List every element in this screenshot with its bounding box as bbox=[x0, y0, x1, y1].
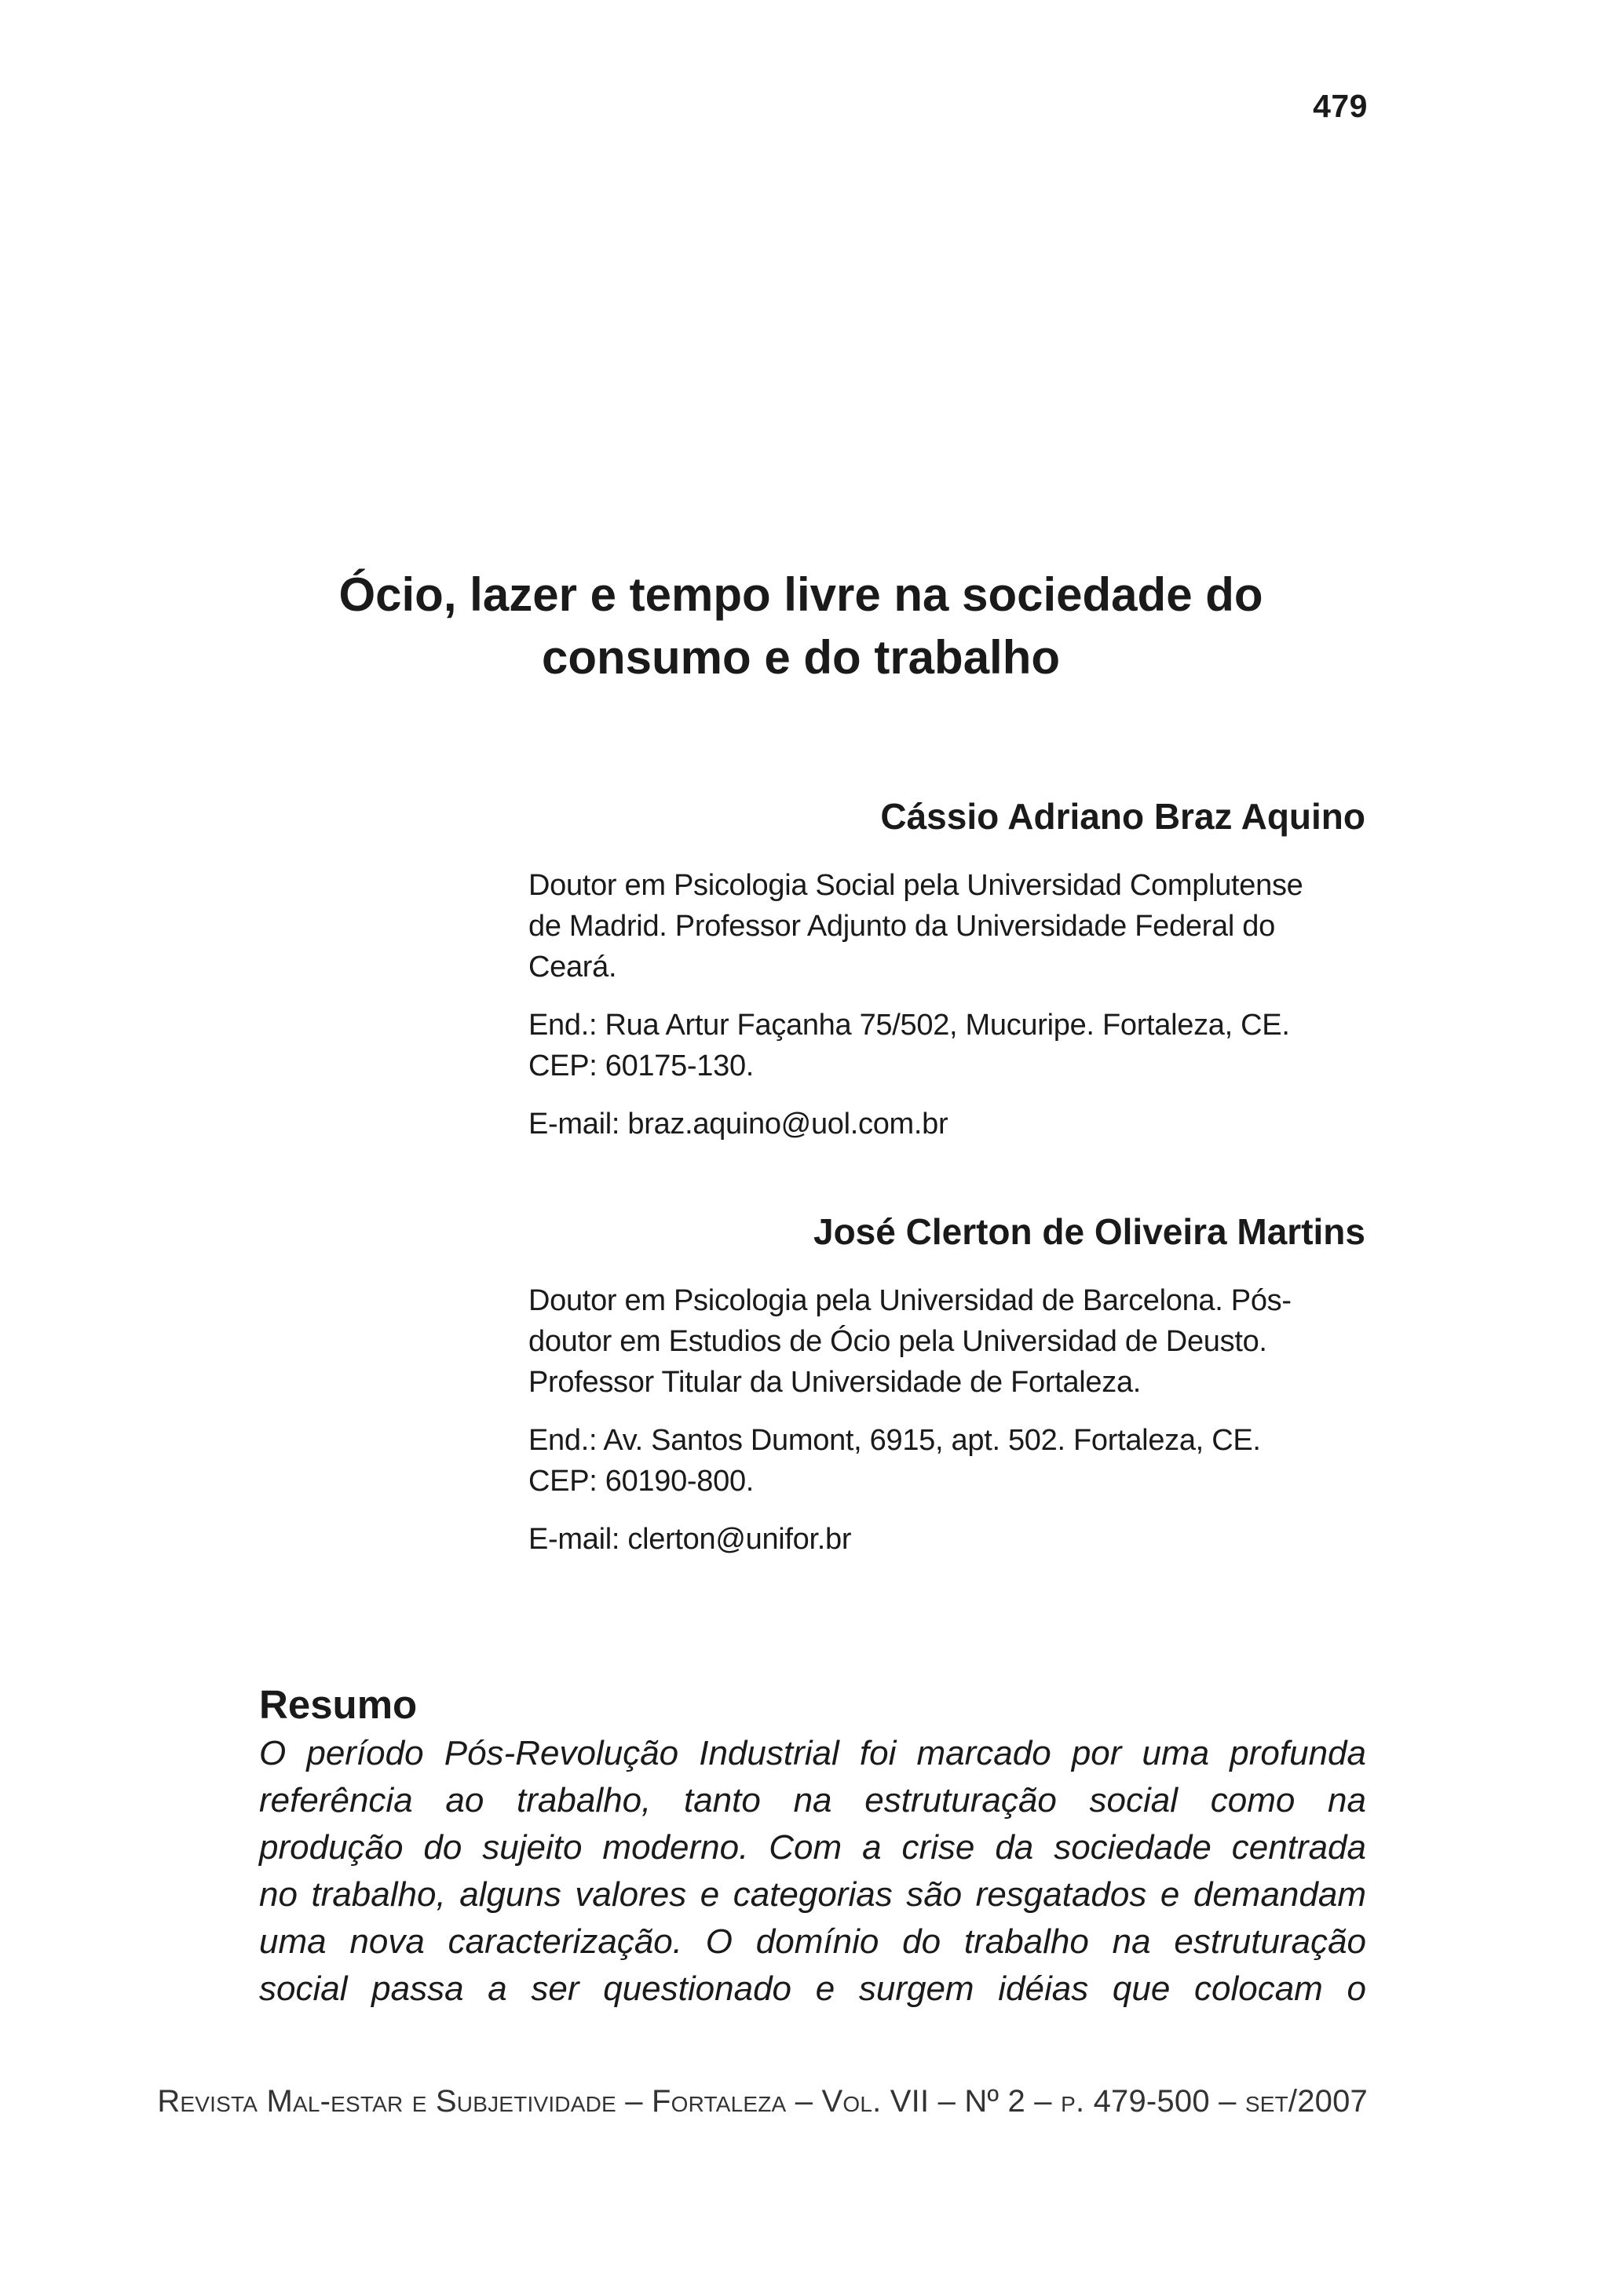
abstract-line: uma nova caracterização. O domínio do trabalho na estruturação bbox=[259, 1922, 1366, 1961]
abstract-body bbox=[259, 1730, 1366, 2013]
author-address-line: End.: Av. Santos Dumont, 6915, apt. 502. Fortaleza, CE. bbox=[528, 1424, 1261, 1457]
page-number: 479 bbox=[1313, 88, 1368, 124]
author-address-line: CEP: 60190-800. bbox=[528, 1465, 755, 1498]
abstract-section bbox=[259, 1680, 1366, 2013]
author-bio bbox=[528, 1280, 1365, 1403]
title-line-1: Ócio, lazer e tempo livre na sociedade do bbox=[338, 568, 1263, 621]
author-email bbox=[528, 1104, 1365, 1144]
author-address-line: End.: Rua Artur Façanha 75/502, Mucuripe. Fortaleza, CE. bbox=[528, 1009, 1290, 1042]
author-email bbox=[528, 1519, 1365, 1560]
author-address-line: CEP: 60175-130. bbox=[528, 1049, 755, 1082]
author-bio-line: doutor em Estudios de Ócio pela Universidad de Deusto. bbox=[528, 1325, 1267, 1358]
title-line-2: consumo e do trabalho bbox=[541, 631, 1061, 684]
abstract-line: no trabalho, alguns valores e categorias são resgatados e demandam bbox=[259, 1875, 1366, 1914]
author-block-2 bbox=[528, 1206, 1365, 1577]
abstract-heading: Resumo bbox=[259, 1682, 418, 1727]
article-title bbox=[236, 564, 1366, 689]
author-name: Cássio Adriano Braz Aquino bbox=[880, 796, 1365, 837]
author-name: José Clerton de Oliveira Martins bbox=[813, 1211, 1365, 1252]
journal-footer bbox=[157, 2084, 1368, 2119]
abstract-line: social passa a ser questionado e surgem idéias que colocam o bbox=[259, 1969, 1366, 2008]
author-bio-line: Professor Titular da Universidade de Fortaleza. bbox=[528, 1366, 1142, 1399]
abstract-line: referência ao trabalho, tanto na estruturação social como na bbox=[259, 1781, 1366, 1820]
author-bio-line: Ceará. bbox=[528, 951, 617, 984]
author-bio-line: Doutor em Psicologia pela Universidad de Barcelona. Pós- bbox=[528, 1284, 1292, 1317]
author-address bbox=[528, 1005, 1365, 1086]
abstract-line: produção do sujeito moderno. Com a crise da sociedade centrada bbox=[259, 1828, 1366, 1867]
author-address bbox=[528, 1420, 1365, 1502]
journal-citation: Revista Mal-estar e Subjetividade – Fortaleza – Vol. VII – Nº 2 – p. 479-500 – set/2007 bbox=[157, 2084, 1368, 2119]
author-email-text: E-mail: clerton@unifor.br bbox=[528, 1523, 852, 1556]
author-bio-line: de Madrid. Professor Adjunto da Universidade Federal do bbox=[528, 910, 1275, 943]
abstract-line: O período Pós-Revolução Industrial foi marcado por uma profunda bbox=[259, 1734, 1366, 1772]
author-block-1 bbox=[528, 791, 1365, 1162]
author-bio-line: Doutor em Psicologia Social pela Universidad Complutense bbox=[528, 869, 1303, 902]
author-email-text: E-mail: braz.aquino@uol.com.br bbox=[528, 1108, 948, 1141]
author-bio bbox=[528, 865, 1365, 987]
